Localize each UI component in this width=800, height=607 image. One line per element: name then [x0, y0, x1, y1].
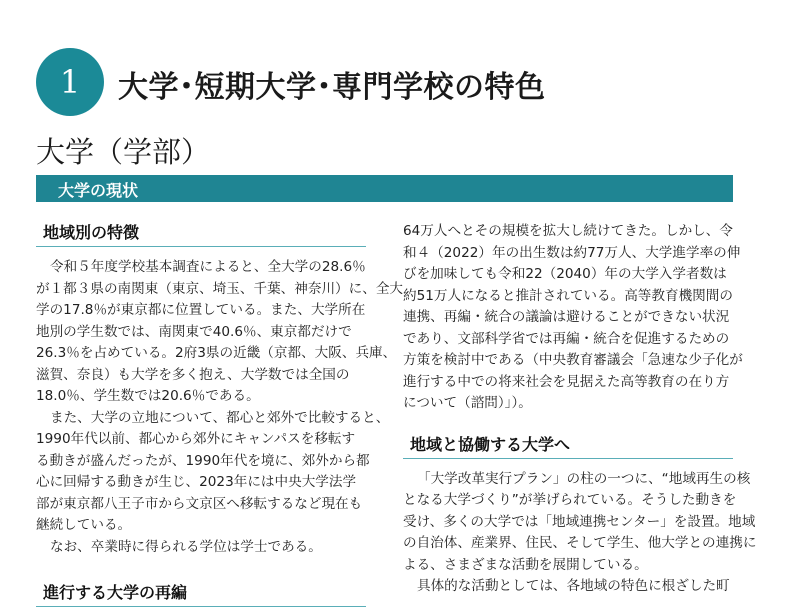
text-line: 受け、多くの大学では「地域連携センター」を設置。地域 [403, 513, 756, 530]
text-line: 令和５年度学校基本調査によると、全大学の28.6％ [50, 259, 366, 275]
text-line: また、大学の立地について、都心と郊外で比較すると、 [50, 409, 390, 426]
text-line: なお、卒業時に得られる学位は学士である。 [50, 538, 322, 555]
text-line: る動きが盛んだったが、1990年代を境に、郊外から都 [36, 452, 370, 469]
chapter-number: 1 [59, 63, 81, 101]
text-line: の自治体、産業界、住民、そして学生、他大学との連携に [403, 535, 757, 551]
text-line: であり、文部科学省では再編・統合を促進するための [403, 330, 730, 347]
text-line: 進行する中での将来社会を見据えた高等教育の在り方 [403, 373, 730, 390]
section-heading-bar [36, 175, 733, 202]
text-line: 心に回帰する動きが生じ、2023年には中央大学法学 [36, 474, 357, 490]
text-line: 連携、再編・統合の議論は避けることができない状況 [403, 309, 730, 325]
text-line: 方策を検討中である（中央教育審議会「急速な少子化が [403, 352, 743, 368]
text-line: 具体的な活動としては、各地域の特色に根ざした町 [417, 578, 730, 594]
text-line: 「大学改革実行プラン」の柱の一つに、“地域再生の核 [417, 470, 751, 487]
section-title: 大学（学部） [36, 135, 211, 169]
chapter-title: 大学･短期大学･専門学校の特色 [118, 70, 546, 105]
text-line: 継続している。 [36, 517, 132, 533]
text-line: 64万人へとその規模を拡大し続けてきた。しかし、令 [403, 223, 733, 239]
text-line: が１都３県の南関東（東京、埼玉、千葉、神奈川）に、全大 [36, 280, 404, 297]
text-line: 学の17.8％が東京都に位置している。また、大学所在 [36, 302, 366, 318]
text-line: 18.0％、学生数では20.6％である。 [36, 388, 260, 404]
paragraph [403, 221, 743, 415]
section-heading-label: 大学の現状 [58, 181, 139, 200]
paragraph [36, 408, 390, 537]
text-line: 和４（2022）年の出生数は約77万人、大学進学率の伸 [403, 244, 741, 261]
text-line: よる、さまざまな活動を展開している。 [403, 556, 648, 573]
paragraph [36, 537, 366, 559]
text-line: について（諮問）」）。 [403, 395, 532, 411]
text-line: 26.3％を占めている。2府3県の近畿（京都、大阪、兵庫、 [36, 345, 397, 361]
text-line: 1990年代以前、都心から郊外にキャンパスを移転す [36, 431, 356, 447]
text-line: 約51万人になると推計されている。高等教育機関間の [403, 287, 733, 304]
text-line: 滋賀、奈良）も大学を多く抱え、大学数では全国の [36, 366, 350, 383]
paragraph [403, 469, 757, 598]
text-line: びを加味しても令和22（2040）年の大学入学者数は [403, 266, 727, 282]
text-line: 部が東京都八王子市から文京区へ移転するなど現在も [36, 495, 363, 512]
text-line: 地別の学生数では、南関東で40.6％、東京都だけで [36, 323, 352, 340]
paragraph [36, 257, 404, 408]
subheading-university-restructuring: 進行する大学の再編 [36, 580, 366, 607]
chapter-number-badge [36, 48, 104, 116]
text-line: となる大学づくり”が挙げられている。そうした動きを [403, 492, 737, 508]
subheading-regional-features: 地域別の特徴 [36, 220, 366, 247]
right-column [403, 221, 757, 598]
left-column [36, 220, 404, 607]
subheading-regional-collaboration: 地域と協働する大学へ [403, 432, 733, 459]
